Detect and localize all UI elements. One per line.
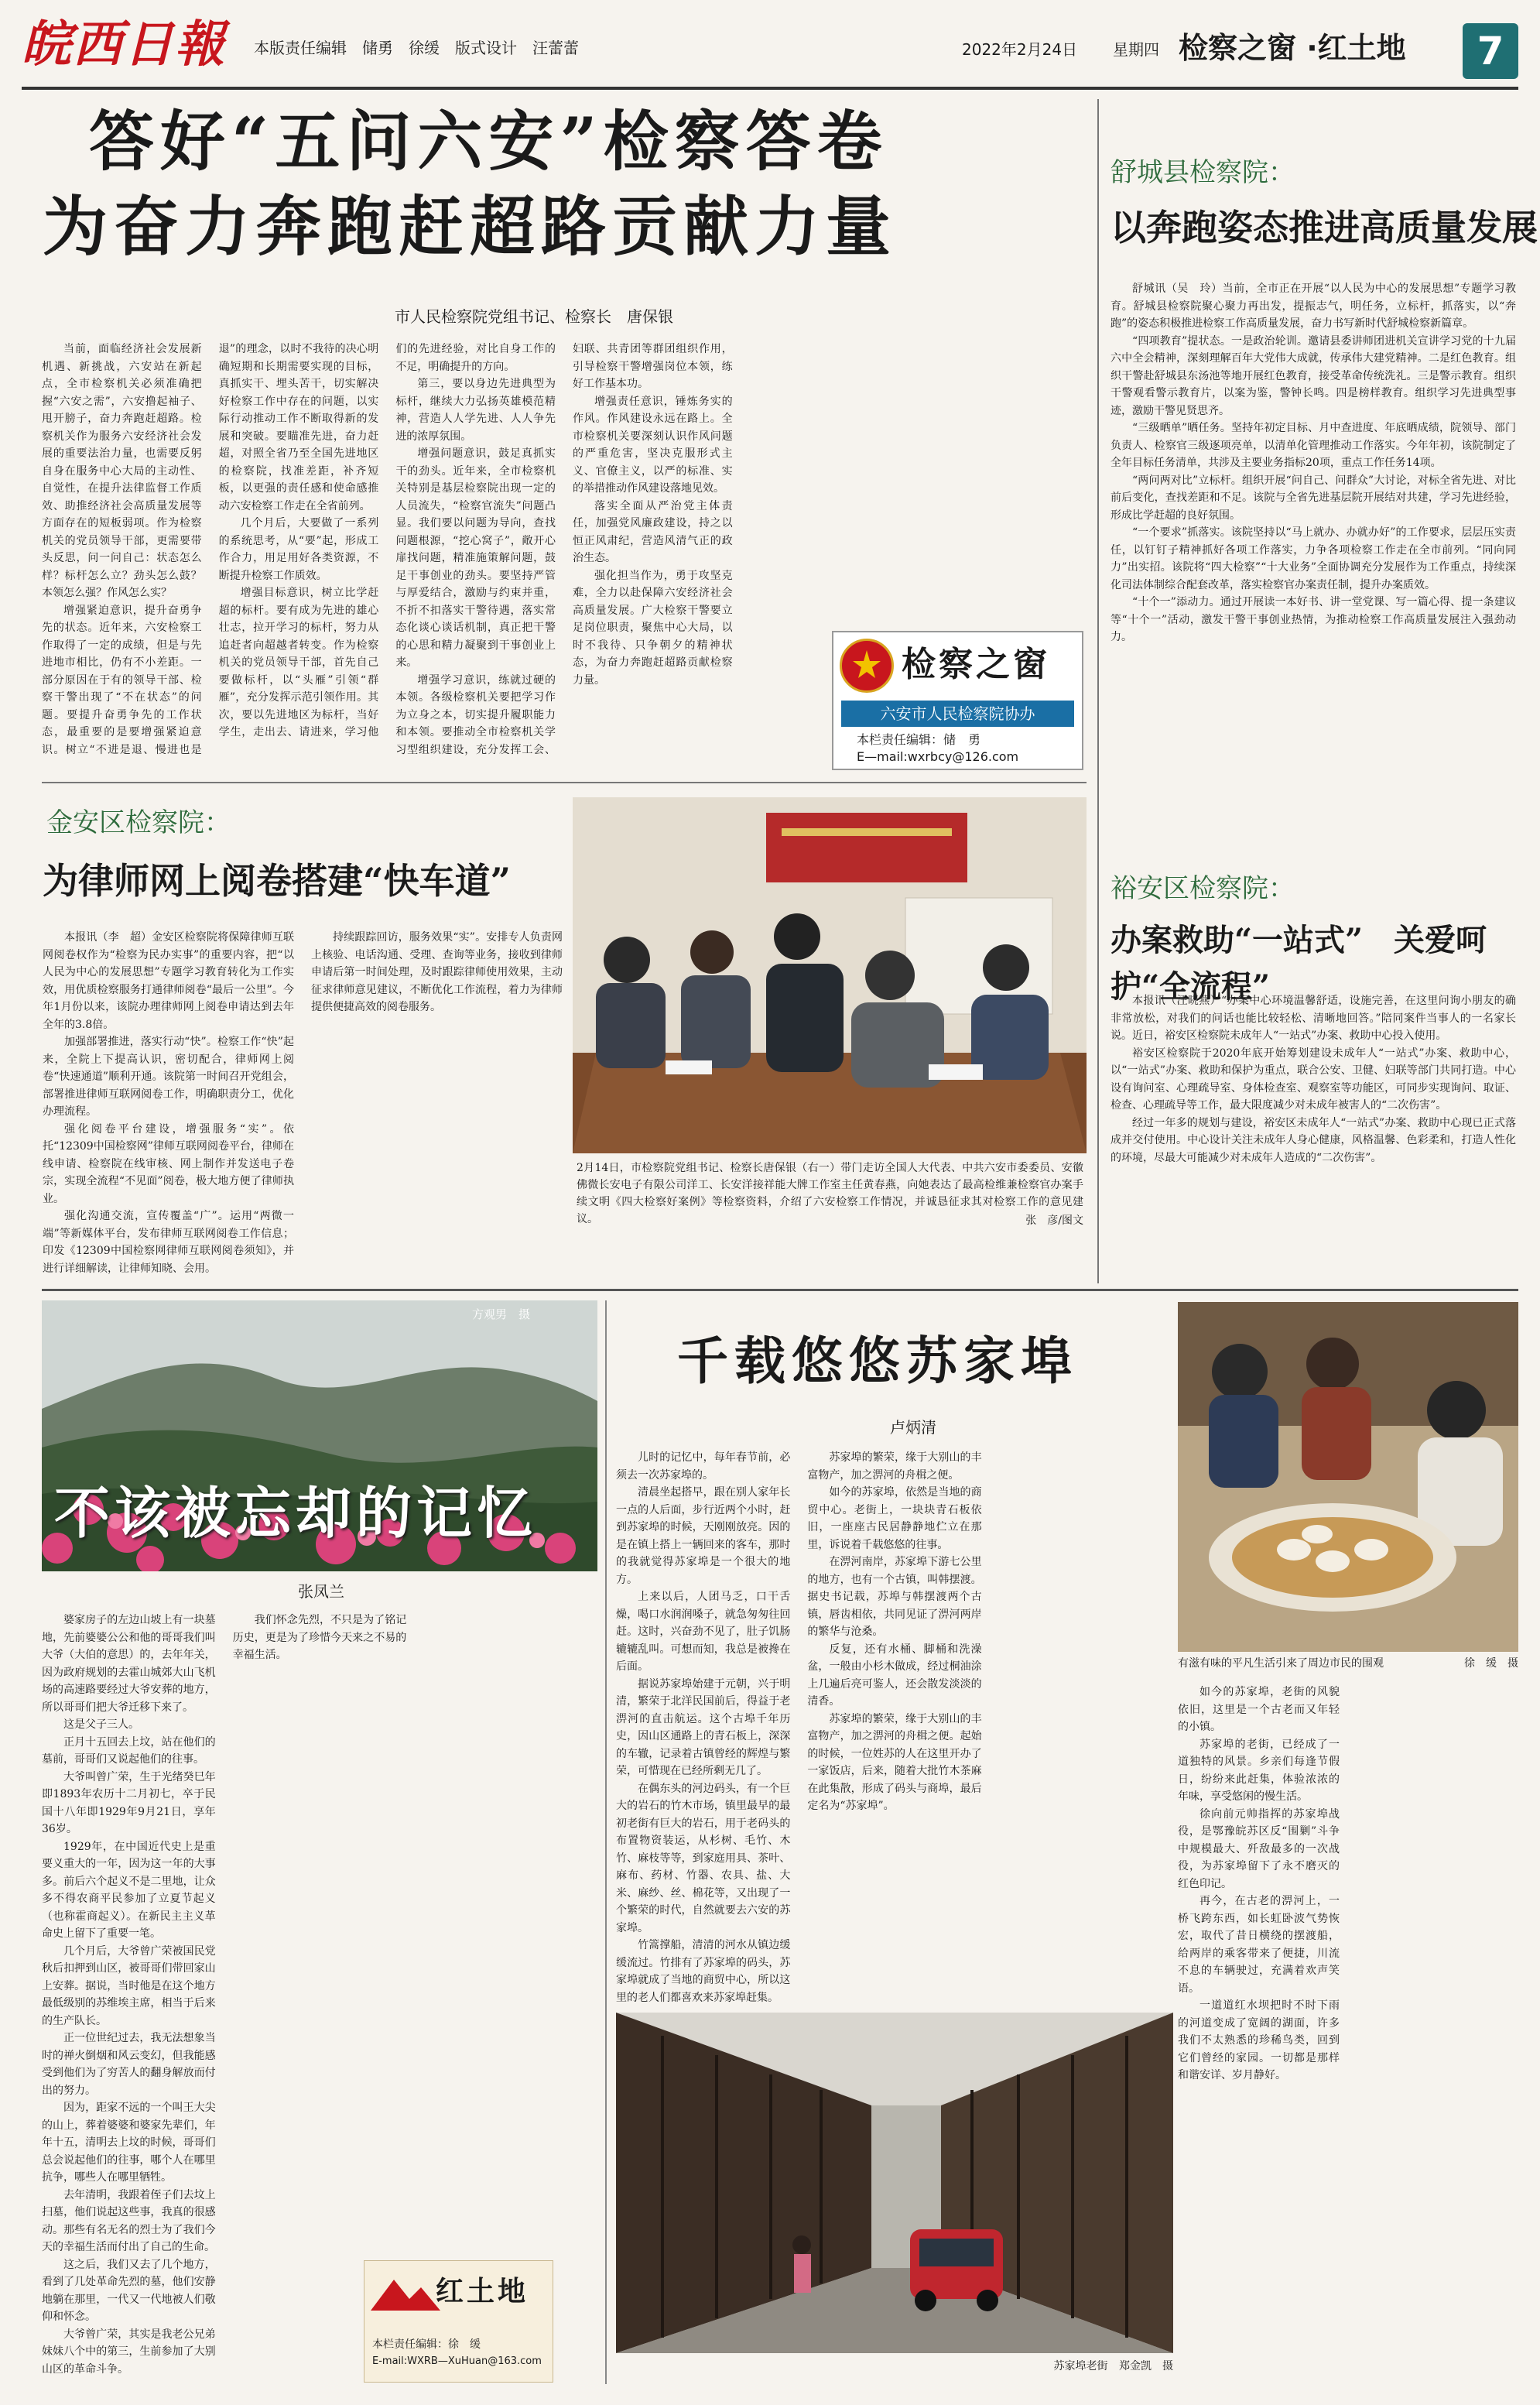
paragraph: 强化沟通交流，宣传覆盖“广”。运用“两微一端”等新媒体平台，发布律师互联网阅卷工作信息；印发《12309中国检察网律师互联网阅卷须知》，并进行详细解读，让律师知晓、会用。 — [43, 1210, 294, 1275]
paragraph: 儿时的记忆中，每年春节前，必须去一次苏家埠的。 — [616, 1451, 791, 1482]
mountain-icon — [371, 2272, 440, 2311]
memory-author: 张凤兰 — [298, 1582, 344, 1601]
paragraph: 反复，还有水桶、脚桶和洗澡盆，一般由小杉木做成，经过桐油涂上几遍后亮可鉴人，还会散发淡淡的清香。 — [807, 1643, 982, 1708]
jinan-unit: 金安区检察院： — [46, 807, 231, 838]
caption-text: 有滋有味的平凡生活引来了周边市民的围观 — [1178, 1657, 1384, 1670]
paragraph: 经过一年多的规划与建设，裕安区未成年人“一站式”办案、救助中心现已正式落成并交付使用。中心设计关注未成年人身心健康，风格温馨、色彩柔和，打造人性化的环境，尽最大可能减少对未成年人造成的“二次伤害”。 — [1111, 1116, 1516, 1164]
paragraph: 本报讯（李 超）金安区检察院将保障律师互联网阅卷权作为“检察为民办实事”的重要内容，把“以人民为中心的发展思想”专题学习教育转化为工作实效，用优质检察服务打通律师阅卷“最后一公里”。今年1月份以来，该院办理律师网上阅卷申请达到去年全年的3.8倍。 — [43, 931, 294, 1031]
memory-title: 不该被忘却的记忆 — [54, 1480, 538, 1546]
page-number: 7 — [1477, 29, 1504, 74]
procuratorate-emblem-icon — [840, 639, 894, 693]
paragraph: 强化担当作为，勇于攻坚克难，全力以赴保障六安经济社会高质量发展。广大检察干警要立足岗位职责，聚焦中心大局，以时不我待、只争朝夕的精神状态，为奋力奔跑赶超路贡献检察力量。 — [572, 569, 733, 687]
hometown-author: 卢炳清 — [890, 1418, 936, 1437]
paragraph: 婆家房子的左边山坡上有一块墓地，先前婆婆公公和他的哥哥我们叫大爷（大伯的意思）的，去年年关，因为政府规划的去霍山城郊大山飞机场的高速路要经过大爷安葬的地方，所以哥哥们把大爷迁移下来了。 — [42, 1614, 216, 1714]
paragraph: “三级晒单”晒任务。坚持年初定目标、月中查进度、年底晒成绩，院领导、部门负责人、检察官三级逐项亮单，以清单化管理推动工作落实。今年年初，该院制定了全年目标任务清单，共涉及主要业务指标20项，重点工作任务14项。 — [1111, 422, 1516, 469]
newspaper-logo: 皖西日報 — [22, 15, 226, 74]
jinan-body — [43, 929, 563, 1285]
paragraph: 加强部署推进，落实行动“快”。检察工作“快”起来，全院上下提高认识，密切配合，律师网上阅卷“快速通道”顺利开通。该院第一时间召开党组会，部署推进律师互联网阅卷工作，明确职责分工，优化办理流程。 — [43, 1036, 294, 1118]
paragraph: 这之后，我们又去了几个地方，看到了几处革命先烈的墓，他们安静地躺在那里，一代又一代地被人们敬仰和怀念。 — [42, 2258, 216, 2323]
paragraph: 在淠河南岸，苏家埠下游七公里的地方，也有一个古镇，叫韩摆渡。据史书记载，苏埠与韩摆渡两个古镇，唇齿相依，共同见证了淠河两岸的繁华与沧桑。 — [807, 1556, 982, 1638]
paragraph: 竹篙撑船，清清的河水从镇边缓缓流过。竹排有了苏家埠的码头，苏家埠就成了当地的商贸中心，所以这里的老人们都喜欢来苏家埠赶集。 — [616, 1939, 791, 2004]
paragraph: 增强学习意识，练就过硬的本领。各级检察机关要把学习作为立身之本，切实提升履职能力和本领。要推动全市检察机关学习型组织建设，充分发挥工会、妇联、共青团等群团组织作用，引导检察干警增强岗位本领，练好工作基本功。 — [395, 343, 733, 756]
paragraph: “四项教育”提状态。一是政治轮训。邀请县委讲师团进机关宣讲学习党的十九届六中全会精神，深刻理解百年大党伟大成就，传承伟大建党精神。二是红色教育。组织干警赴舒城县东汤池等地开展红色教育，接受革命传统洗礼。三是警示教育。组织干警观看警示教育片，以案为鉴，警钟长鸣。四是榜样教育。组织学习先进典型事迹，激励干警见贤思齐。 — [1111, 334, 1516, 417]
redland-editor: 本栏责任编辑：徐 缓 — [372, 2338, 481, 2351]
masthead — [22, 6, 1518, 93]
photo-credit: 郑金凯 摄 — [1119, 2360, 1173, 2372]
paragraph: 第三，要以身边先进典型为标杆，继续大力弘扬英雄模范精神，营造人人学先进、人人争先进的浓厚氛围。 — [395, 378, 556, 443]
paragraph: 当前，面临经济社会发展新机遇、新挑战，六安站在新起点，全市检察机关必须准确把握“六安之需”，六安撸起袖子、甩开膀子，奋力奔跑赶超路。检察机关作为服务六安经济社会发展的重要法治力量，也需要反躬自身在服务中心大局的主动性、自觉性，在提升法律监督工作质效、助推经济社会高质量发展等方面存在的短板弱项。作为检察机关的党员领导干部，更需要带头反思，问一问自己：状态怎么样？标杆怎么立？劲头怎么鼓？本领怎么强？作风怎么实？ — [42, 343, 202, 599]
editors-line: 本版责任编辑 储勇 徐缓 版式设计 汪蕾蕾 — [254, 39, 579, 57]
lower-section-rule — [42, 1289, 1518, 1291]
paragraph: 上来以后，人团马乏，口干舌燥，喝口水润润嗓子，就急匆匆往回赶。这时，兴奋劲不见了，肚子饥肠辘辘乱叫。可想而知，我总是被搀在后面。 — [616, 1591, 791, 1673]
paragraph: 落实全面从严治党主体责任，加强党风廉政建设，持之以恒正风肃纪，营造风清气正的政治生态。 — [572, 499, 733, 564]
paragraph: 大爷曾广荣，其实是我老公兄弟妹妹八个中的第三，生前参加了大别山区的革命斗争。 — [42, 2328, 216, 2376]
paragraph: 增强紧迫意识，提升奋勇争先的状态。近年来，六安检察工作取得了一定的成绩，但是与先进地市相比，仍有不小差距。一部分原因在于有的领导干部、检察干警出现了“不在状态”的问题。要提升奋勇争先的工作状态，最重要的是要增强紧迫意识。树立“不进是退、慢进也是退”的理念，以时不我待的决心明确短期和长期需要实现的目标，真抓实干、埋头苦干，切实解决好检察工作中存在的问题，以实际行动推动工作不断取得新的发展和突破。要瞄准先进，奋力赶超，对照全省乃至全国先进地区的检察院，找准差距，补齐短板，以更强的责任感和使命感推动六安检察工作走在全省前列。 — [42, 343, 379, 756]
paragraph: 裕安区检察院于2020年底开始筹划建设未成年人“一站式”办案、救助中心，以“一站式”办案、救助和保护为重点，联合公安、卫健、妇联等部门共同打造。中心设有询问室、心理疏导室、身体检查室、观察室等功能区，可同步实现询问、取证、检查、心理疏导等工作，最大限度减少对未成年被害人的“二次伤害”。 — [1111, 1047, 1516, 1112]
paragraph: 徐向前元帅指挥的苏家埠战役，是鄂豫皖苏区反“围剿”斗争中规模最大、歼敌最多的一次战役，为苏家埠留下了永不磨灭的红色印记。 — [1178, 1807, 1340, 1890]
section-name: 检察之窗 ·红土地 — [1179, 31, 1406, 65]
caption-text: 苏家埠老街 — [1053, 2360, 1108, 2372]
paragraph: 如今的苏家埠，依然是当地的商贸中心。老街上，一块块青石板依旧，一座座古民居静静地伫立在那里，诉说着千载悠悠的往事。 — [807, 1486, 982, 1551]
main-headline — [43, 99, 1080, 269]
shucheng-title: 以奔跑姿态推进高质量发展 — [1111, 207, 1538, 248]
paragraph: 持续跟踪回访，服务效果“实”。安排专人负责网上核验、电话沟通、受理、查询等业务，接收到律师申请后第一时间处理，及时跟踪律师使用效果，主动征求律师意见建议，不断优化工作流程，着力为律师提供便捷高效的阅卷服务。 — [311, 931, 563, 1013]
column-email: E—mail:wxrbcy@126.com — [857, 749, 1019, 764]
paragraph: 增强目标意识，树立比学赶超的标杆。要有成为先进的雄心壮志，拉开学习的标杆，努力从追赶者向超越者转变。作为检察机关的党员领导干部，首先自己要做标杆，以“头雁”引领“群雁”，充分发挥示范引领作用。其次，要以先进地区为标杆，当好学生，走出去、请进来，学习他们的先进经验，对比自身工作的不足，明确提升的方向。 — [218, 343, 556, 738]
caption-text: 2月14日，市检察院党组书记、检察长唐保银（右一）带门走访全国人大代表、中共六安市委委员、安徽佛微长安电子有限公司洋工、长安洋接祥能大牌工作室主任黄春燕，向她表达了最高检维兼检察官办案手续文明《四大检察好案例》等检察资料，介绍了六安检察工作情况，并诚恳征求其对检察工作的意见建议。 — [577, 1162, 1083, 1225]
azalea-photo-credit: 方观男 摄 — [472, 1307, 531, 1321]
paragraph: 我们怀念先烈，不只是为了铭记历史，更是为了珍惜今天来之不易的幸福生活。 — [232, 1614, 407, 1661]
paragraph: 本报讯（汪晓燕）“办案中心环境温馨舒适，设施完善，在这里问询小朋友的确非常放松，对我们的问话也能比较轻松、清晰地回答。”陪同案件当事人的一名家长说。近日，裕安区检察院未成年人“一站式”办案、救助中心投入使用。 — [1111, 995, 1516, 1042]
paragraph: 增强问题意识，鼓足真抓实干的劲头。近年来，全市检察机关特别是基层检察院出现一定的人员流失，“检察官流失”问题凸显。我们要以问题为导向，查找问题根源，“挖心窝子”，敞开心扉找问题，精准施策解问题，鼓足干事创业的劲头。要坚持严管与厚爱结合，激励与约束并重，不折不扣落实干警待遇，落实常态化谈心谈话机制，真正把干警的心思和精力凝聚到干事创业上来。 — [395, 447, 556, 669]
shucheng-body — [1111, 280, 1516, 853]
main-byline: 市人民检察院党组书记、检察长 唐保银 — [395, 307, 673, 326]
paragraph: 一道道红水坝把时不时下雨的河道变成了宽阔的湖面，许多我们不太熟悉的珍稀鸟类，回到它们曾经的家园。一切都是那样和谐安详、岁月静好。 — [1178, 1999, 1340, 2081]
side-divider — [1097, 99, 1099, 1283]
hometown-body-right — [1178, 1684, 1518, 2384]
meeting-photo — [573, 797, 1087, 1153]
hometown-title: 千载悠悠苏家埠 — [677, 1331, 1078, 1391]
shucheng-unit: 舒城县检察院： — [1111, 157, 1295, 188]
headline-line-1: 答好“五问六安”检察答卷 — [89, 103, 888, 180]
paragraph: 几个月后，大爷曾广荣被国民党秋后扣押到山区，被哥哥们带回家山上安葬。据说，当时他是在这个地方最低级别的苏维埃主席，相当于后来的生产队长。 — [42, 1944, 216, 2027]
food-photo-caption — [1178, 1655, 1518, 1674]
page-number-badge — [1463, 23, 1518, 79]
paragraph: 清晨坐起搭早，跟在别人家年长一点的人后面，步行近两个小时，赶到苏家埠的时候，天刚刚放亮。因的是在镇上搭上一辆回来的客车，那时的我就觉得苏家埠是一个很大的地方。 — [616, 1486, 791, 1586]
paragraph: 正一位世纪过去，我无法想象当时的禅火倒烟和风云变幻，但我能感受到他们为了穷苦人的翻身解放而付出的努力。 — [42, 2032, 216, 2097]
yuan-unit: 裕安区检察院： — [1111, 873, 1295, 904]
paragraph: 如今的苏家埠，老街的风貌依旧，这里是一个古老而又年轻的小镇。 — [1178, 1686, 1340, 1733]
column-banner-box — [832, 631, 1083, 770]
photo-credit: 张 彦/图文 — [1025, 1214, 1083, 1227]
paragraph: 这是父子三人。 — [63, 1718, 139, 1731]
paragraph: 苏家埠的繁荣，缘于大别山的丰富物产，加之淠河的舟楫之便。 — [807, 1451, 982, 1482]
paragraph: 苏家埠的繁荣，缘于大别山的丰富物产，加之淠河的舟楫之便。起始的时候，一位姓苏的人在这里开办了一家饭店，后来，随着大批竹木茶麻在此集散，形成了码头与商埠，最后定名为“苏家埠”。 — [807, 1712, 982, 1812]
paragraph: 几个月后，大要做了一系列的系统思考，从“要”起，形成工作合力，用足用好各类资源，不断提升检察工作质效。 — [218, 517, 379, 582]
paragraph: “十个一”添动力。通过开展读一本好书、讲一堂党课、写一篇心得、提一条建议等“十个一”活动，激发干警干事创业热情，为推动检察工作高质量发展注入强劲动力。 — [1111, 596, 1516, 643]
paragraph: “两问两对比”立标杆。组织开展“问自己、问群众”大讨论，对标全省先进、对比前后变化，查找差距和不足。该院与全省先进基层院开展结对共建，学习先进经验，形成比学赶超的良好氛围。 — [1111, 474, 1516, 522]
paragraph: “一个要求”抓落实。该院坚持以“马上就办、办就办好”的工作要求，层层压实责任，以钉钉子精神抓好各项工作落实，力争各项检察工作走在全市前列。“同向同力”出实招。该院将“四大检察”“十大业务”全面协调充分发展作为工作重点，持续深化司法体制综合配套改革，落实检察官办案责任制，提升办案质效。 — [1111, 526, 1516, 591]
paragraph: 苏家埠的老街，已经成了一道独特的风景。乡亲们每逢节假日，纷纷来此赶集，体验浓浓的年味，享受悠闲的慢生活。 — [1178, 1738, 1340, 1803]
paragraph: 再今，在古老的淠河上，一桥飞跨东西，如长虹卧波气势恢宏，取代了昔日横绕的摆渡船，给两岸的乘客带来了便捷，川流不息的车辆驶过，充满着欢声笑语。 — [1178, 1895, 1340, 1995]
paragraph: 强化阅卷平台建设，增强服务“实”。依托“12309中国检察网”律师互联网阅卷平台，律师在线申请、检察院在线审核、网上制作并发送电子卷宗，实现全流程“不见面”阅卷，极大地方便了律师执业。 — [43, 1122, 294, 1205]
column-banner-title: 检察之窗 — [902, 645, 1050, 684]
hometown-body-upper — [616, 1449, 1173, 2006]
lower-divider — [605, 1300, 607, 2384]
food-market-photo — [1178, 1302, 1518, 1652]
issue-weekday: 星期四 — [1113, 40, 1159, 59]
section-rule — [42, 782, 1087, 783]
paragraph: 在偶东头的河边码头，有一个巨大的岩石的竹木市场，镇里最早的最初老街有巨大的岩石，用于老码头的布置物资装运，从杉树、毛竹、木竹、麻枝等等，到家庭用具、茶叶、麻布、药材、竹器、农具、盐、大米、麻纱、丝、棉花等，又出现了一个繁荣的时代，自然就要去六安的苏家埠。 — [616, 1782, 791, 1934]
yuan-title: 办案救助“一站式” 关爱呵护“全流程” — [1111, 922, 1487, 1005]
header-rule — [22, 87, 1518, 90]
paragraph: 据说苏家埠始建于元朝，兴于明清，繁荣于北洋民国前后，得益于老淠河的直击航运。这个古埠千年历史，因山区通路上的青石板上，深深的车辙，记录着古镇曾经的辉煌与繁荣，可惜现在已经所剩无几了。 — [616, 1677, 791, 1777]
column-banner-subtitle: 六安市人民检察院协办 — [841, 701, 1074, 727]
paragraph: 大爷叫曾广荣，生于光绪癸巳年即1893年农历十二月初七，卒于民国十八年即1929年9月21日，享年36岁。 — [42, 1770, 216, 1835]
paragraph: 1929年，在中国近代史上是重要义重大的一年，因为这一年的大事多。前后六个起义不是二里地，让众多不得农商平民参加了立夏节起义（也称霍商起义）。在新民主主义革命史上留下了重要一笔。 — [42, 1840, 216, 1940]
headline-line-2: 为奋力奔跑赶超路贡献力量 — [43, 188, 898, 265]
paragraph: 舒城讯（吴 玲）当前，全市正在开展“以人民为中心的发展思想”专题学习教育。舒城县检察院聚心聚力再出发，提振志气，明任务，立标杆，抓落实，以“奔跑”的姿态积极推进检察工作高质量发展，奋力书写新时代舒城检察新篇章。 — [1111, 283, 1516, 330]
column-editor: 本栏责任编辑：储 勇 — [857, 732, 981, 747]
redland-banner — [364, 2260, 553, 2383]
yuan-body — [1111, 992, 1516, 1285]
paragraph: 因为，距家不远的一个叫王大尖的山上，葬着婆婆和婆家先辈们，年年十五，清明去上坟的时候，哥哥们总会说起他们的往事，哪个人在哪里抗争，哪些人在哪里牺牲。 — [42, 2102, 216, 2184]
photo-credit: 徐 缓 摄 — [1464, 1657, 1518, 1670]
old-street-photo — [616, 2013, 1173, 2353]
meeting-photo-caption — [577, 1160, 1083, 1256]
paragraph: 去年清明，我跟着侄子们去坟上扫墓，他们说起这些事，我真的很感动。那些有名无名的烈士为了我们今天的幸福生活而付出了自己的生命。 — [42, 2188, 216, 2253]
paragraph: 增强责任意识，锤炼务实的作风。作风建设永远在路上。全市检察机关要深刻认识作风问题的严重危害，坚决克服形式主义、官僚主义，以严的标准、实的举措推动作风建设落地见效。 — [572, 395, 733, 495]
paragraph: 正月十五回去上坟，站在他们的墓前，哥哥们又说起他们的往事。 — [42, 1735, 216, 1766]
jinan-title: 为律师网上阅卷搭建“快车道” — [43, 860, 511, 902]
issue-date: 2022年2月24日 — [962, 40, 1078, 59]
redland-title: 红土地 — [436, 2275, 529, 2307]
redland-email: E-mail:WXRB—XuHuan@163.com — [372, 2355, 542, 2367]
old-street-caption — [1006, 2358, 1173, 2376]
